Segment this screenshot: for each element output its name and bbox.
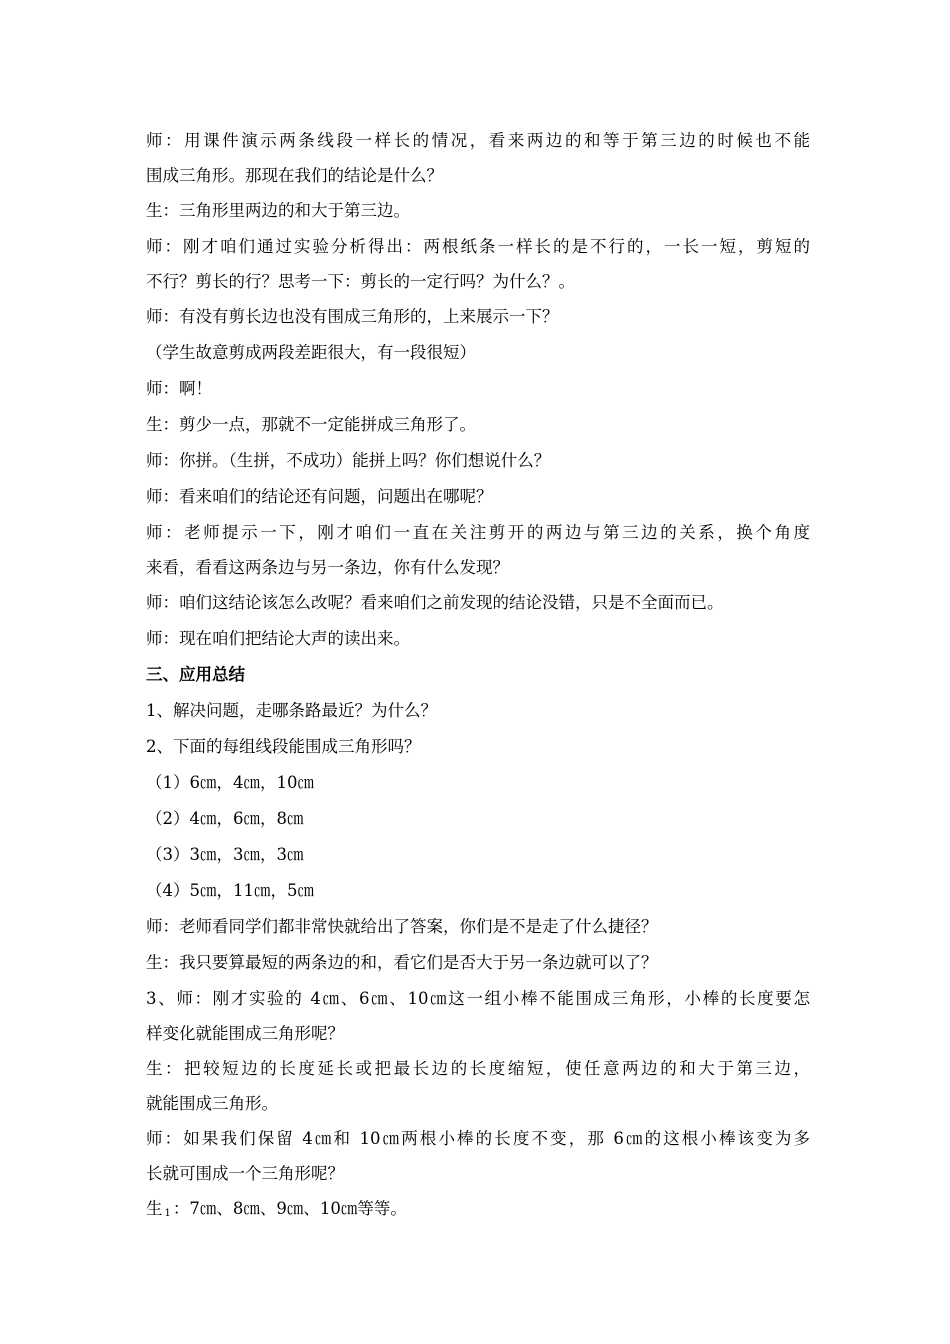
- paragraph-teacher-experiment: [146, 229, 810, 299]
- text-line: 师：老师提示一下，刚才咱们一直在关注剪开的两边与第三边的关系，换个角度: [146, 523, 810, 542]
- text-line: 师：咱们这结论该怎么改呢？看来咱们之前发现的结论没错，只是不全面而已。: [146, 593, 724, 612]
- paragraph-teacher-question: [146, 1121, 810, 1191]
- text-line: 来看，看看这两条边与另一条边，你有什么发现？: [146, 558, 509, 577]
- text-line: 师：现在咱们把结论大声的读出来。: [146, 629, 410, 648]
- list-item: （2）4㎝，6㎝，8㎝: [146, 809, 304, 828]
- list-item: （3）3㎝，3㎝，3㎝: [146, 845, 304, 864]
- answer-text: ：7㎝、8㎝、9㎝、10㎝等等。: [172, 1199, 407, 1218]
- paragraph-student-answer: [146, 1051, 810, 1121]
- list-item: （4）5㎝，11㎝，5㎝: [146, 881, 314, 900]
- text-line: 生：剪少一点，那就不一定能拼成三角形了。: [146, 415, 476, 434]
- list-item: （1）6㎝，4㎝，10㎝: [146, 773, 314, 792]
- text-line: 生：我只要算最短的两条边的和，看它们是否大于另一条边就可以了？: [146, 953, 658, 972]
- text-line: 师：刚才咱们通过实验分析得出：两根纸条一样长的是不行的，一长一短，剪短的: [146, 237, 810, 256]
- paragraph-teacher-demo: [146, 123, 810, 193]
- text-line: 长就可围成一个三角形呢？: [146, 1164, 344, 1183]
- speaker-subscript: 1: [164, 1208, 171, 1219]
- text-line: 就能围成三角形。: [146, 1094, 278, 1113]
- text-line: 师：看来咱们的结论还有问题，问题出在哪呢？: [146, 487, 493, 506]
- text-line: 师：啊！: [146, 379, 212, 398]
- paragraph-question-3: [146, 981, 810, 1051]
- text-line: 不行？剪长的行？思考一下：剪长的一定行吗？为什么？。: [146, 272, 575, 291]
- text-line: 样变化就能围成三角形呢？: [146, 1024, 344, 1043]
- text-line: 师：你拼。（生拼，不成功）能拼上吗？你们想说什么？: [146, 451, 551, 470]
- text-line: [146, 1191, 810, 1227]
- text-line: 生：把较短边的长度延长或把最长边的长度缩短，使任意两边的和大于第三边，: [146, 1059, 810, 1078]
- section-heading: 三、应用总结: [146, 665, 245, 684]
- paragraph-teacher-hint: [146, 515, 810, 585]
- speaker-label: 生: [146, 1199, 163, 1218]
- text-line: （学生故意剪成两段差距很大，有一段很短）: [146, 343, 476, 362]
- text-line: 1、解决问题，走哪条路最近？为什么？: [146, 701, 437, 720]
- text-line: 师：老师看同学们都非常快就给出了答案，你们是不是走了什么捷径？: [146, 917, 658, 936]
- text-line: 师：有没有剪长边也没有围成三角形的，上来展示一下？: [146, 307, 559, 326]
- text-line: 围成三角形。那现在我们的结论是什么？: [146, 166, 443, 185]
- text-line: 生：三角形里两边的和大于第三边。: [146, 201, 410, 220]
- text-line: 3、师：刚才实验的 4㎝、6㎝、10㎝这一组小棒不能围成三角形，小棒的长度要怎: [146, 989, 810, 1008]
- text-line: 2、下面的每组线段能围成三角形吗？: [146, 737, 421, 756]
- text-line: 师：如果我们保留 4㎝和 10㎝两根小棒的长度不变，那 6㎝的这根小棒该变为多: [146, 1129, 810, 1148]
- text-line: 师：用课件演示两条线段一样长的情况，看来两边的和等于第三边的时候也不能: [146, 131, 810, 150]
